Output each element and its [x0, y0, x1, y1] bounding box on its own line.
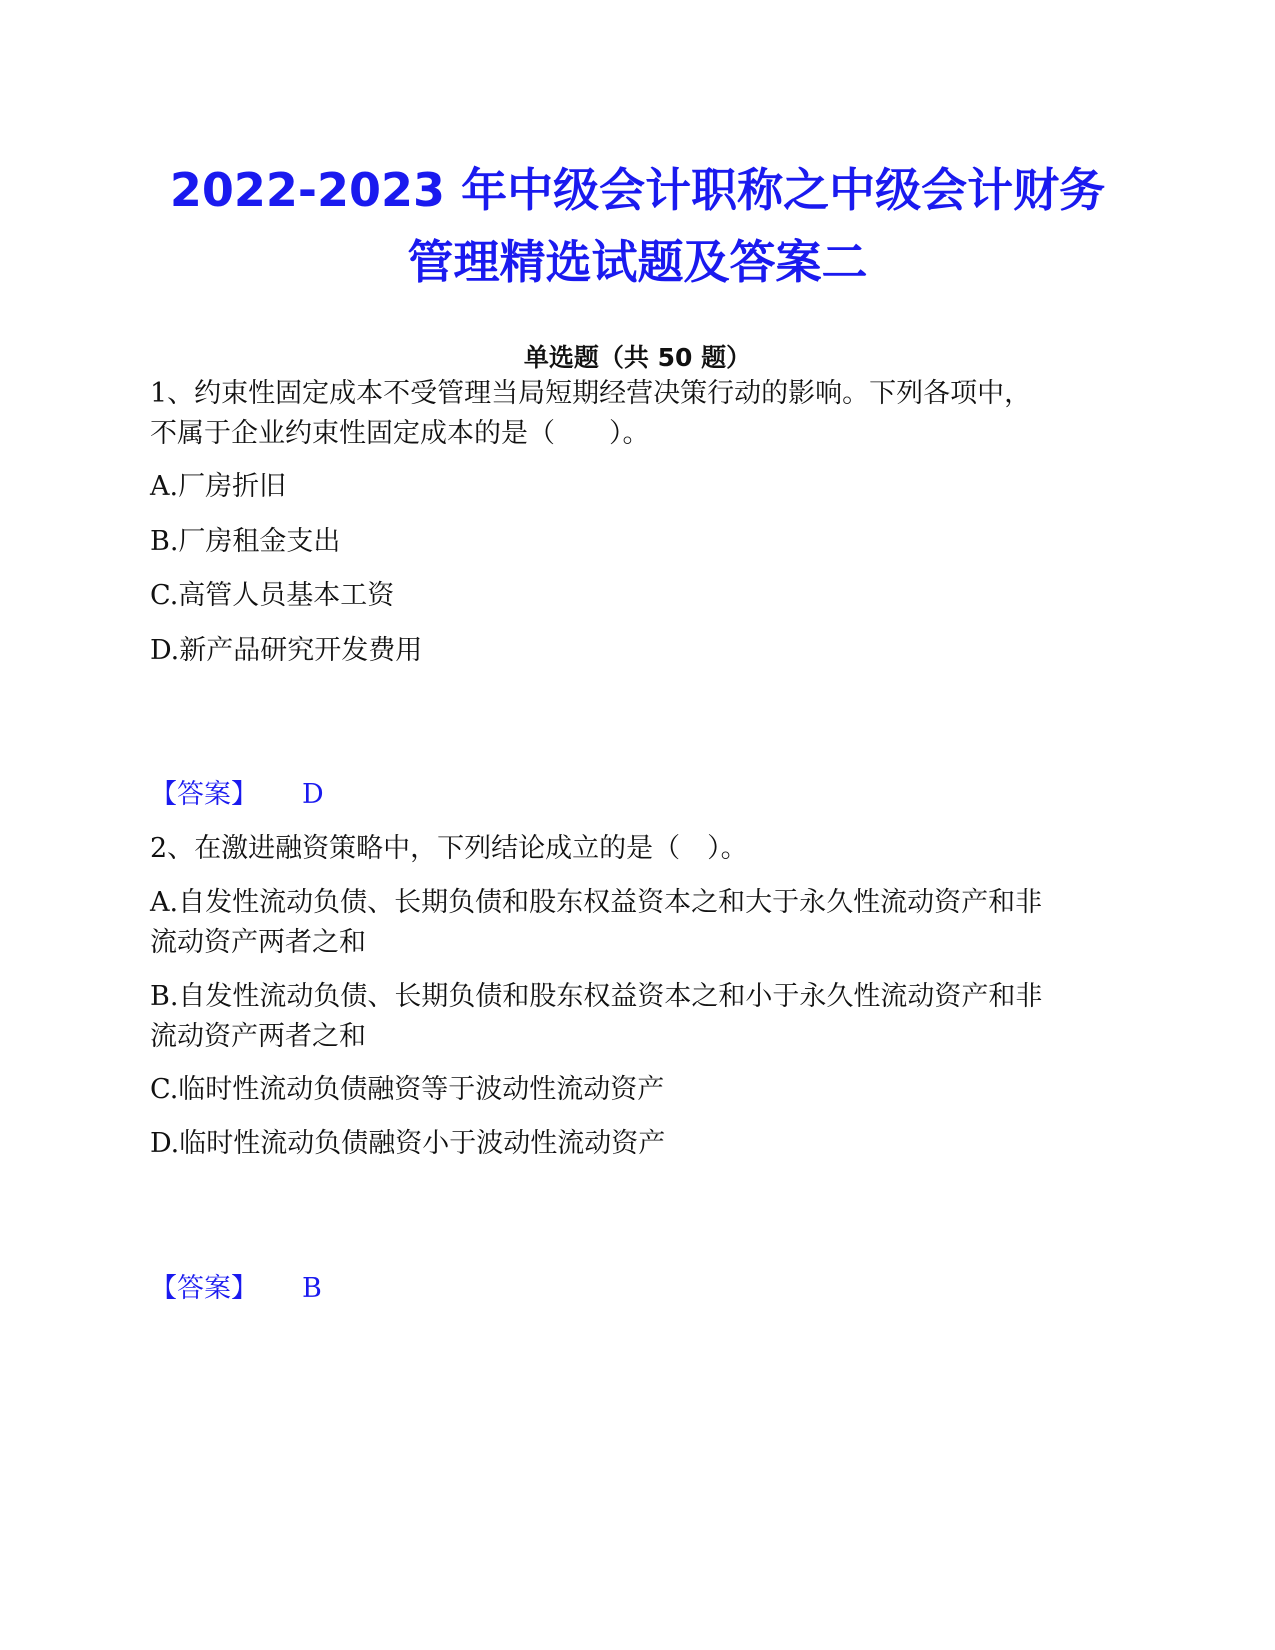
answer-value: B: [302, 1273, 322, 1304]
question-1-option-c: C.高管人员基本工资: [150, 580, 395, 611]
answer-label: 【答案】: [150, 1273, 258, 1304]
question-2-option-d: D.临时性流动负债融资小于波动性流动资产: [150, 1128, 666, 1159]
question-2-option-a-line-1: A.自发性流动负债、长期负债和股东权益资本之和大于永久性流动资产和非: [150, 887, 1043, 918]
question-2-option-c: C.临时性流动负债融资等于波动性流动资产: [150, 1074, 665, 1105]
question-2-option-a-line-2: 流动资产两者之和: [150, 927, 366, 958]
question-1-option-a: A.厂房折旧: [150, 471, 287, 502]
question-2-answer: [150, 1273, 322, 1305]
answer-label: 【答案】: [150, 779, 258, 810]
question-2-stem-line-1: 2、在激进融资策略中，下列结论成立的是（ ）。: [150, 833, 748, 864]
question-2-option-b-line-2: 流动资产两者之和: [150, 1021, 366, 1052]
question-1-stem-line-1: 1、约束性固定成本不受管理当局短期经营决策行动的影响。下列各项中，: [150, 378, 1032, 409]
question-1-option-b: B.厂房租金支出: [150, 526, 341, 557]
question-1-stem-line-2: 不属于企业约束性固定成本的是（ ）。: [150, 418, 650, 449]
answer-value: D: [302, 779, 324, 810]
document-title-line-2: 管理精选试题及答案二: [407, 235, 868, 289]
question-2-option-b-line-1: B.自发性流动负债、长期负债和股东权益资本之和小于永久性流动资产和非: [150, 981, 1043, 1012]
section-heading: 单选题（共 50 题）: [523, 343, 752, 372]
question-1-answer: [150, 779, 324, 811]
question-1-option-d: D.新产品研究开发费用: [150, 635, 423, 666]
document-title-line-1: 2022-2023 年中级会计职称之中级会计财务: [169, 163, 1106, 217]
